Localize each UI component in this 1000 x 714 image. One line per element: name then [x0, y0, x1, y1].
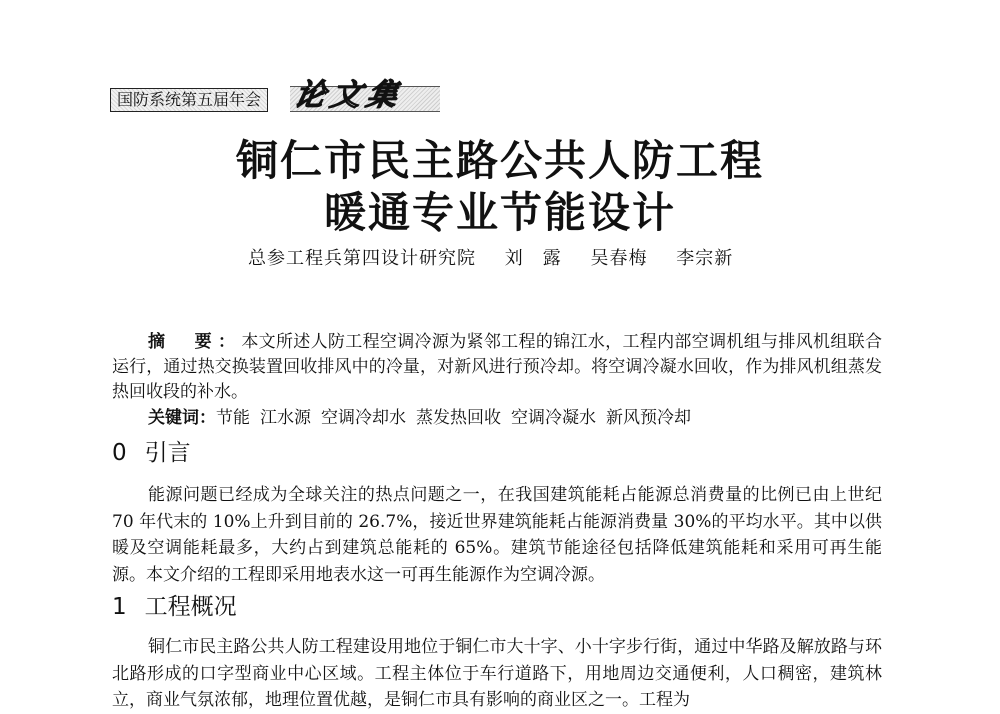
keyword: 空调冷凝水	[511, 408, 596, 428]
abstract	[112, 330, 882, 405]
abstract-text: 本文所述人防工程空调冷源为紧邻工程的锦江水，工程内部空调机组与排风机组联合运行，通过热交换装置回收排风中的冷量，对新风进行预冷却。将空调冷凝水回收，作为排风机组蒸发热回收段的补水。	[112, 332, 883, 402]
keyword: 空调冷却水	[321, 408, 406, 428]
author-name: 刘 露	[504, 248, 562, 269]
affiliation: 总参工程兵第四设计研究院	[248, 248, 476, 269]
author-name: 吴春梅	[590, 248, 648, 269]
banner-label: 国防系统第五届年会	[110, 88, 268, 112]
keyword: 新风预冷却	[606, 408, 691, 428]
section-heading	[112, 438, 191, 468]
title-line-2: 暖通专业节能设计	[323, 188, 676, 237]
section-title: 工程概况	[144, 594, 237, 620]
abstract-label: 摘 要：	[148, 332, 242, 352]
section-number: 0	[112, 440, 127, 466]
keyword: 蒸发热回收	[416, 408, 501, 428]
section-heading	[112, 592, 237, 622]
section-paragraph: 能源问题已经成为全球关注的热点问题之一，在我国建筑能耗占能源总消费量的比例已由上世纪 70 年代末的 10%上升到目前的 26.7%，接近世界建筑能耗占能源消费量 30%的平均水平。其中以供暖及空调能耗最多，大约占到建筑总能耗的 65%。建筑节能途径包括降低建筑能耗和采用可再生能源。本文介绍的工程即采用地表水这一可再生能源作为空调冷源。	[112, 485, 882, 585]
author-line	[248, 244, 755, 270]
keyword: 节能	[216, 408, 250, 428]
section-title: 引言	[144, 440, 191, 466]
conference-banner	[110, 76, 440, 112]
proceedings-logo: 论文集	[291, 78, 407, 113]
section-number: 1	[112, 594, 127, 620]
keywords	[148, 406, 701, 430]
keyword: 江水源	[260, 408, 311, 428]
keywords-label: 关键词：	[148, 408, 216, 428]
title-line-1: 铜仁市民主路公共人防工程	[235, 136, 764, 185]
author-name: 李宗新	[676, 248, 734, 269]
section-paragraph: 铜仁市民主路公共人防工程建设用地位于铜仁市大十字、小十字步行街，通过中华路及解放路与环北路形成的口字型商业中心区域。工程主体位于车行道路下，用地周边交通便利，人口稠密，建筑林立，商业气氛浓郁，地理位置优越，是铜仁市具有影响的商业区之一。工程为	[112, 637, 882, 710]
